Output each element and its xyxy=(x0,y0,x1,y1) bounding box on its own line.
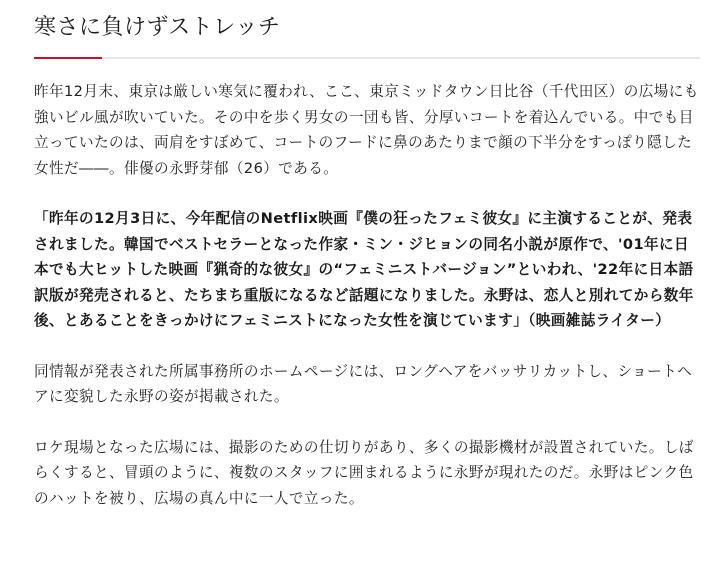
section-heading: 寒さに負けずストレッチ xyxy=(34,15,281,40)
heading-underline-accent xyxy=(34,57,102,59)
article xyxy=(34,0,702,511)
article-paragraph-1: 昨年12月末、東京は厳しい寒気に覆われ、ここ、東京ミッドタウン日比谷（千代田区）の広場にも強いビル風が吹いていた。その中を歩く男女の一団も皆、分厚いコートを着込んでいる。中でも目立っていたのは、両肩をすぼめて、コートのフードに鼻のあたりまで顔の下半分をすっぽり隠した女性だ――。俳優の永野芽郁（26）である。 xyxy=(34,83,699,177)
article-paragraph-4: ロケ現場となった広場には、撮影のための仕切りがあり、多くの撮影機材が設置されていた。しばらくすると、冒頭のように、複数のスタッフに囲まれるように永野が現れたのだ。永野はピンク色のハットを被り、広場の真ん中に一人で立った。 xyxy=(34,438,694,507)
heading-underline xyxy=(34,57,700,59)
article-paragraph-3: 同情報が発表された所属事務所のホームページには、ロングヘアをバッサリカットし、ショートヘアに変貌した永野の姿が掲載された。 xyxy=(34,362,693,405)
article-paragraph-2-quote: 「昨年の12月3日に、今年配信のNetflix映画『僕の狂ったフェミ彼女』に主演することが、発表されました。韓国でベストセラーとなった作家・ミン・ジヒョンの同名小説が原作で、'01年に日本でも大ヒットした映画『猟奇的な彼女』の“フェミニストバージョン”といわれ、'22年に日本語訳版が発売されると、たちまち重版になるなど話題になりました。永野は、恋人と別れてから数年後、とあることをきっかけにフェミニストになった女性を演じています」（映画雑誌ライター） xyxy=(34,210,694,329)
